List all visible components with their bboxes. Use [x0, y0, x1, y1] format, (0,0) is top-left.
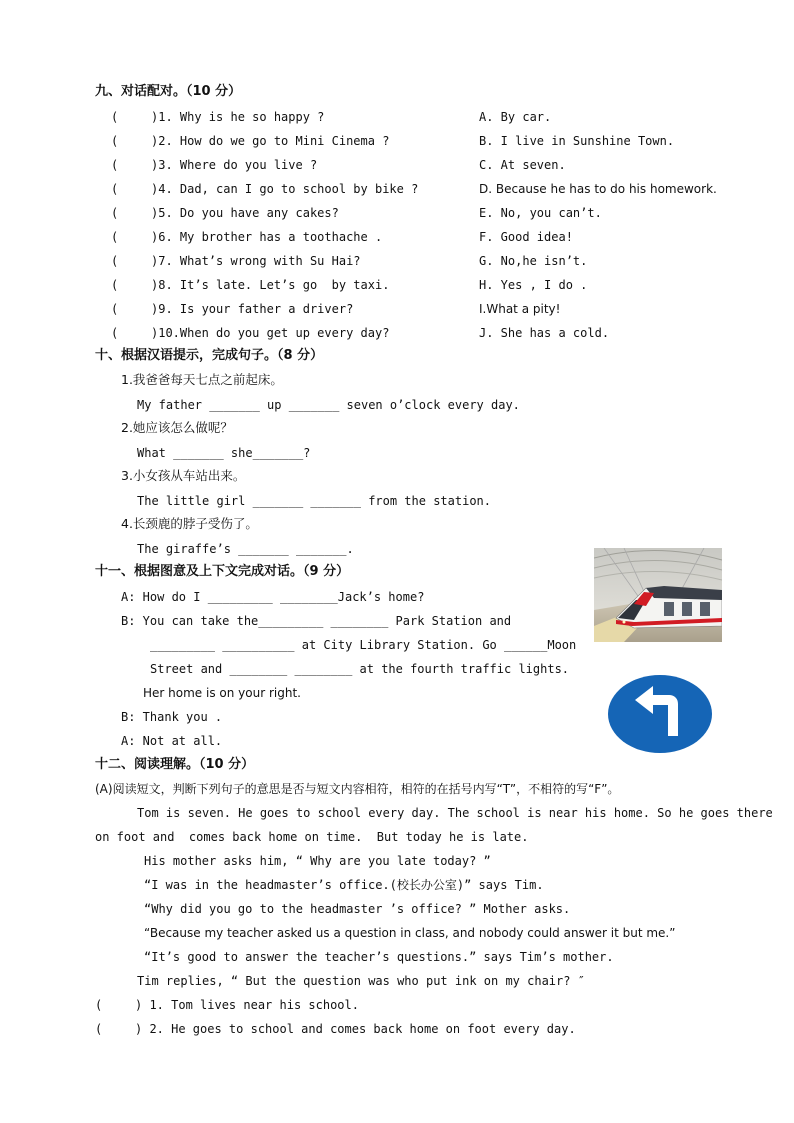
- answer-paren-open: (: [111, 278, 119, 292]
- turn-left-sign-icon: [607, 674, 713, 754]
- matching-answer: G. No,he isn’t.: [479, 254, 588, 268]
- matching-question: )2. How do we go to Mini Cinema ?: [151, 134, 390, 148]
- sentence-1-chinese: 1.我爸爸每天七点之前起床。: [121, 372, 283, 387]
- matching-question: )9. Is your father a driver?: [151, 302, 354, 316]
- sentence-2-english: What _______ she_______?: [137, 446, 311, 460]
- answer-paren-open: (: [111, 302, 119, 316]
- answer-paren-open: (: [111, 110, 119, 124]
- matching-answer: F. Good idea!: [479, 230, 573, 244]
- answer-paren-open: (: [111, 158, 119, 172]
- section-12-heading: 十二、阅读理解。（10 分）: [95, 757, 255, 772]
- matching-question: )4. Dad, can I go to school by bike ?: [151, 182, 419, 196]
- reading-question-2: ) 2. He goes to school and comes back home on foot every day.: [135, 1022, 576, 1036]
- matching-answer: C. At seven.: [479, 158, 566, 172]
- dialog-line-4: Street and ________ ________ at the fourth traffic lights.: [150, 662, 570, 676]
- matching-answer: I.What a pity!: [479, 302, 561, 316]
- section-9-heading: 九、对话配对。（10 分）: [95, 84, 242, 99]
- section-11-heading: 十一、根据图意及上下文完成对话。（9 分）: [95, 564, 350, 579]
- dialog-line-6: B: Thank you .: [121, 710, 223, 724]
- passage-line-5: “Why did you go to the headmaster ’s office? ” Mother asks.: [144, 902, 571, 916]
- matching-question: )7. What’s wrong with Su Hai?: [151, 254, 361, 268]
- answer-paren-open: (: [111, 326, 119, 340]
- matching-answer: J. She has a cold.: [479, 326, 610, 340]
- answer-paren-open: (: [111, 206, 119, 220]
- matching-answer: A. By car.: [479, 110, 552, 124]
- subway-train-image: [594, 548, 722, 642]
- sentence-2-chinese: 2.她应该怎么做呢？: [121, 420, 233, 435]
- matching-question: )6. My brother has a toothache .: [151, 230, 383, 244]
- dialog-line-1: A: How do I _________ ________Jack’s home?: [121, 590, 425, 604]
- passage-line-4: “I was in the headmaster’s office.(校长办公室)” says Tim.: [144, 878, 544, 892]
- answer-paren-open: (: [111, 254, 119, 268]
- matching-answer: B. I live in Sunshine Town.: [479, 134, 675, 148]
- matching-answer: H. Yes , I do .: [479, 278, 588, 292]
- matching-question: )10.When do you get up every day?: [151, 326, 390, 340]
- answer-paren-open: (: [111, 134, 119, 148]
- matching-question: )3. Where do you live ?: [151, 158, 318, 172]
- section-10-heading: 十、根据汉语提示，完成句子。（8 分）: [95, 348, 324, 363]
- reading-instruction: (A)阅读短文，判断下列句子的意思是否与短文内容相符，相符的在括号内写“T”，不相符的写“F”。: [95, 782, 620, 796]
- sentence-1-english: My father _______ up _______ seven o’clock every day.: [137, 398, 520, 412]
- dialog-line-5: Her home is on your right.: [143, 686, 301, 700]
- passage-line-3: His mother asks him, “ Why are you late today? ”: [144, 854, 491, 868]
- answer-paren-open: (: [111, 230, 119, 244]
- answer-paren-open: (: [95, 998, 103, 1012]
- dialog-line-2: B: You can take the_________ ________ Park Station and: [121, 614, 512, 628]
- answer-paren-open: (: [95, 1022, 103, 1036]
- sentence-4-english: The giraffe’s _______ _______.: [137, 542, 354, 556]
- sentence-3-english: The little girl _______ _______ from the station.: [137, 494, 492, 508]
- matching-question: )1. Why is he so happy ?: [151, 110, 325, 124]
- sentence-3-chinese: 3.小女孩从车站出来。: [121, 468, 246, 483]
- passage-line-8: Tim replies, “ But the question was who put ink on my chair? ″: [137, 974, 585, 988]
- dialog-line-3: _________ __________ at City Library Station. Go ______Moon: [150, 638, 577, 652]
- matching-question: )8. It’s late. Let’s go by taxi.: [151, 278, 390, 292]
- passage-line-1: Tom is seven. He goes to school every day. The school is near his home. So he goes there: [137, 806, 773, 820]
- matching-answer: D. Because he has to do his homework.: [479, 182, 717, 196]
- reading-question-1: ) 1. Tom lives near his school.: [135, 998, 359, 1012]
- sentence-4-chinese: 4.长颈鹿的脖子受伤了。: [121, 516, 258, 531]
- answer-paren-open: (: [111, 182, 119, 196]
- passage-line-6: “Because my teacher asked us a question in class, and nobody could answer it but me.”: [144, 926, 676, 940]
- passage-line-2: on foot and comes back home on time. But today he is late.: [95, 830, 529, 844]
- matching-question: )5. Do you have any cakes?: [151, 206, 339, 220]
- matching-answer: E. No, you can’t.: [479, 206, 602, 220]
- dialog-line-7: A: Not at all.: [121, 734, 223, 748]
- passage-line-7: “It’s good to answer the teacher’s questions.” says Tim’s mother.: [144, 950, 614, 964]
